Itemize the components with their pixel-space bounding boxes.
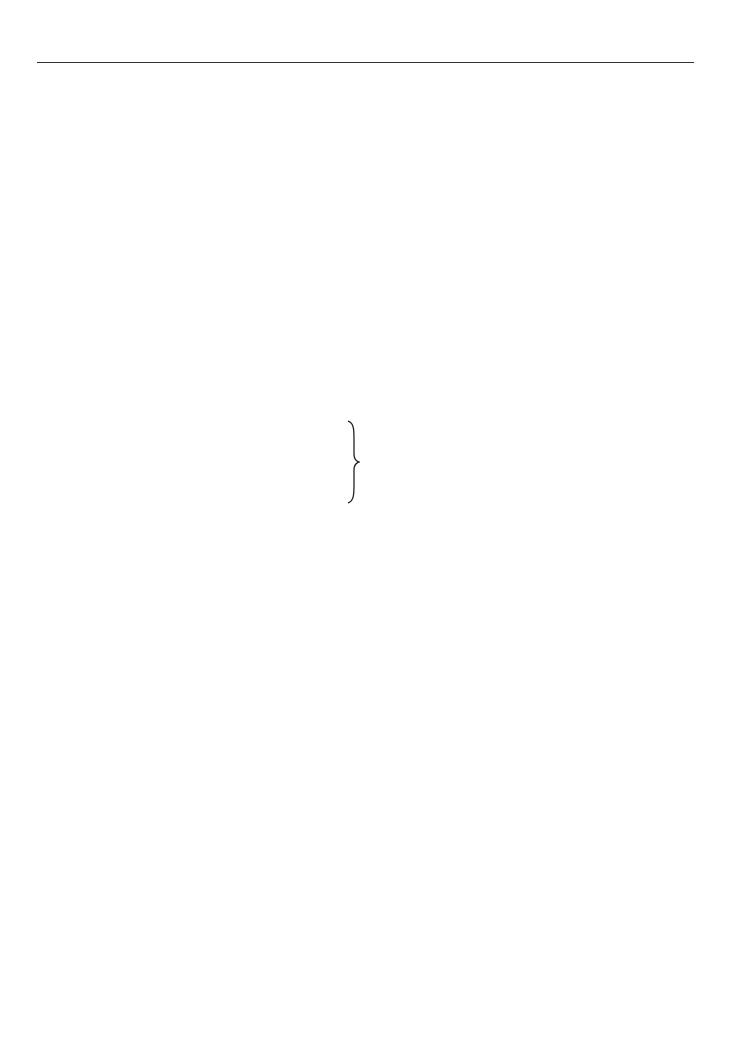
brace-icon xyxy=(346,420,360,504)
header-rule xyxy=(37,62,694,63)
